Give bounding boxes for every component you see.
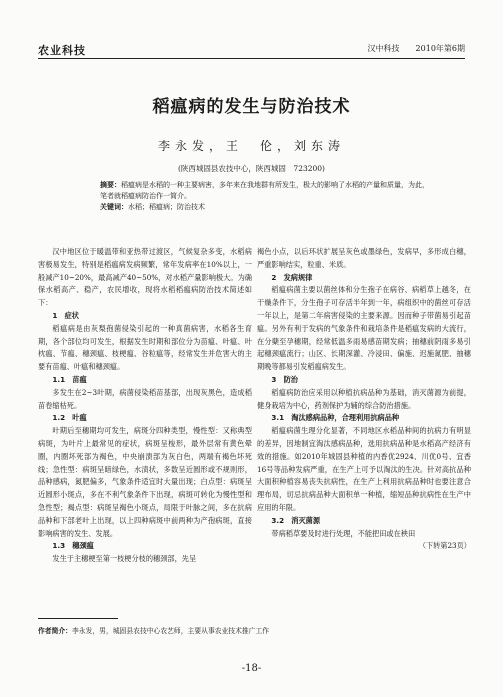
journal-section: 农业科技 <box>38 44 86 57</box>
section-heading: 1 症状 <box>52 310 79 320</box>
journal-issue: 汉中科技 2010年第6期 <box>367 44 465 53</box>
page-number: -18- <box>241 663 262 674</box>
running-header <box>38 42 465 56</box>
body-paragraph: 稻瘟病是由灰梨孢菌侵染引起的一种真菌病害，水稻各生育期，各个部位均可发生，根据发生时期和部位分为苗瘟、叶瘟、叶枕瘟、节瘟、穗颈瘟、枝梗瘟、谷粒瘟等，经常发生并危害大的主要有苗瘟、叶瘟和穗颈瘟。 <box>38 323 252 372</box>
keywords-text: 水稻；稻瘟病；防治技术 <box>128 203 205 211</box>
body-paragraph: 稻瘟病菌生理分化显著，不同地区水稻品种间的抗病力有明显的差异，因地制宜淘汰感病品种，选用抗病品种是水稻高产经济有效的措施。如2010年城固县种植的内香优2924、川优0号、宜香16号等品种发病严重，在生产上可予以淘汰的生决。针对高抗品种大面积种植容易丧失抗病性，在生产上利用抗病品种时也要注意合理布局，切忌抗病品种大面积单一种植，缩短品种抗病性在生产中应用的年限。 <box>257 426 471 512</box>
body-column-left <box>38 246 252 566</box>
article-authors: 李永发，王 伦，刘东涛 <box>157 139 345 153</box>
abstract-paragraph <box>100 180 433 202</box>
keywords-line <box>100 202 433 213</box>
body-paragraph: 多发生在2~3叶期，病菌侵染稻苗基部，出现灰黑色，造成稻苗卷缩枯死。 <box>38 387 252 410</box>
body-paragraph: （下转第23页） <box>418 541 471 551</box>
section-heading: 1.3 穗颈瘟 <box>52 541 94 551</box>
section-heading: 3.1 淘汰感病品种，合理利用抗病品种 <box>271 413 400 423</box>
body-paragraph: 汉中地区位于暖温带和亚热带过渡区，气候复杂多变，水稻病害极易发生，特别是稻瘟病发病频繁，常年发病率在10%以上，一般减产10~20%，最高减产40~50%，对水稻产量影响极大。为确保水稻高产、稳产，农民增收，现将水稻稻瘟病防治技术简述如下： <box>38 247 252 308</box>
abstract-text: 稻瘟病是水稻的一种主要病害，多年来在我地群有所发生，极大的影响了水稻的产量和质量，为此，笔者就稻瘟病防治作一简介。 <box>100 181 429 200</box>
abstract-label: 摘要： <box>100 181 121 189</box>
section-heading: 2 发病规律 <box>271 272 313 282</box>
footnote-label: 作者简介： <box>38 627 72 635</box>
section-heading: 3 防治 <box>271 374 298 384</box>
author-affiliation: (陕西城固县农技中心，陕西城固 723200) <box>178 164 325 173</box>
header-rule <box>38 58 465 59</box>
section-heading: 1.1 苗瘟 <box>52 374 87 384</box>
body-paragraph: 稻瘟病防治应采用以种植抗病品种为基础，消灭菌源为前提，健身栽培为中心，药剂保护为辅的综合防治措施。 <box>257 387 471 410</box>
section-heading: 3.2 消灭菌源 <box>271 515 321 525</box>
body-paragraph: 带病稻草要及时进行处理，不能把田或在秧田 <box>271 528 416 538</box>
body-paragraph: 稻瘟病菌主要以菌丝体和分生孢子在病谷、病稻草上越冬，在干燥条件下，分生孢子可存活半年到一年，病组织中的菌丝可存活一年以上，是第二年病害侵染的主要来源。因而种子带菌易引起苗瘟。另外有利于发病的气象条件和栽培条件是稻瘟发病的大流行，在分蘖至孕穗期，经常低温多雨易感苗期发病；抽穗前阴雨多易引起穗颈瘟流行；山区、长期深灌、冷浸田、偏施、迟施氮肥、抽穗期晚等都易引发稻瘟病发生。 <box>257 285 471 372</box>
body-paragraph: 发生于主穗梗至第一枝梗分枝的穗颈部，先呈 <box>52 554 197 564</box>
body-paragraph: 叶期后至穗期均可发生，病斑分四种类型，慢性型：又称典型病斑，为叶片上最常见的症状，病斑呈梭形，最外层常有黄色晕圈，内圈坏死部为褐色，中央崩溃部为灰白色，两端有褐色坏死线；急性型：病斑呈暗绿色，水渍状，多数呈近圆形或不规则形，品种感病，氮肥偏多，气象条件适宜时大量出现；白点型：病斑呈近圆形小斑点，多在不利气象条件下出现，病斑可转化为慢性型和急性型；褐点型：病斑呈褐色小斑点，局限于叶脉之间，多在抗病品种和下部老叶上出现，以上四种病斑中前两种为产孢病斑，直接影响病害的发生、发展。 <box>38 426 252 538</box>
footnote-text: 李永发，男，城固县农技中心农艺师，主要从事农业技术推广工作 <box>71 627 270 635</box>
section-heading: 1.2 叶瘟 <box>52 413 87 423</box>
abstract-block <box>100 180 433 213</box>
body-paragraph: 褐色小点，以后环状扩展呈灰色或墨绿色，发病早，多形成白穗，严重影响结实，粒重、米质。 <box>257 247 471 269</box>
article-title: 稻瘟病的发生与防治技术 <box>152 97 351 117</box>
footnote-rule <box>38 618 118 619</box>
keywords-label: 关键词： <box>100 203 128 211</box>
author-footnote <box>38 625 465 635</box>
body-column-right <box>257 246 471 553</box>
